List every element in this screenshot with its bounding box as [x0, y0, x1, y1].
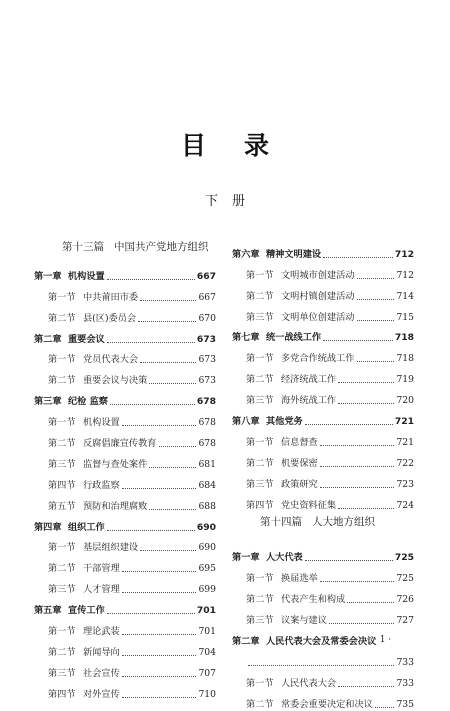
entry-page: 667	[196, 270, 216, 282]
entry-number: 第一节	[246, 436, 274, 448]
toc-section[interactable]	[34, 304, 216, 325]
toc-section[interactable]	[34, 429, 216, 450]
toc-section[interactable]	[232, 491, 414, 512]
toc-section[interactable]	[232, 261, 414, 282]
toc-section[interactable]	[34, 680, 216, 701]
entry-title: 机构设置	[83, 417, 120, 429]
leader-dots	[140, 300, 196, 301]
entry-title: 代表产生和构成	[281, 594, 346, 606]
entry-page: 722	[396, 457, 414, 469]
entry-number: 第三节	[246, 395, 274, 407]
part-number: 第十四篇	[260, 515, 302, 528]
toc-section[interactable]	[232, 303, 414, 324]
entry-page: 715	[396, 311, 414, 323]
entry-number: 第三节	[48, 667, 76, 679]
entry-number: 第七章	[232, 332, 260, 344]
toc-chapter[interactable]	[232, 407, 414, 428]
entry-number: 第一章	[34, 270, 62, 282]
entry-title: 组织工作	[68, 521, 105, 533]
entry-page: 721	[396, 436, 414, 448]
page-number: · 1 ·	[374, 635, 392, 645]
leader-dots	[320, 445, 395, 446]
toc-section[interactable]	[232, 386, 414, 407]
leader-dots	[140, 550, 196, 551]
leader-dots	[357, 320, 395, 321]
toc-section[interactable]	[232, 428, 414, 449]
leader-dots	[357, 361, 395, 362]
entry-title: 人民代表大会	[281, 677, 337, 689]
part-heading	[232, 512, 414, 544]
entry-number: 第四节	[48, 688, 76, 700]
entry-number: 第三节	[246, 478, 274, 490]
leader-dots	[347, 602, 394, 603]
entry-page: 719	[396, 374, 414, 386]
entry-number: 第二节	[48, 646, 76, 658]
entry-title: 其他党务	[266, 416, 303, 428]
entry-title: 文明单位创建活动	[281, 311, 355, 323]
entry-page: 678	[198, 438, 216, 450]
entry-page: 699	[198, 584, 216, 596]
entry-page: 723	[396, 478, 414, 490]
leader-dots	[357, 278, 395, 279]
toc-chapter[interactable]	[34, 262, 216, 283]
leader-dots	[107, 530, 195, 531]
entry-title: 预防和治理腐败	[83, 500, 148, 512]
entry-page: 727	[396, 615, 414, 627]
entry-number: 第三章	[34, 396, 62, 408]
entry-title: 政策研究	[281, 478, 318, 490]
entry-number: 第一节	[246, 677, 274, 689]
toc-entry-continuation	[232, 648, 414, 669]
entry-page: 718	[394, 332, 414, 344]
entry-page: 678	[198, 417, 216, 429]
entry-number: 第二章	[232, 636, 260, 648]
entry-title: 人民代表大会及常委会决议	[266, 636, 377, 648]
leader-dots	[149, 509, 196, 510]
entry-page: 701	[198, 626, 216, 638]
toc-section[interactable]	[34, 366, 216, 387]
leader-dots	[149, 383, 196, 384]
entry-number: 第三节	[246, 311, 274, 323]
entry-number: 第五章	[34, 605, 62, 617]
entry-page: 701	[196, 605, 216, 617]
entry-number: 第二节	[48, 438, 76, 450]
entry-number: 第三节	[48, 584, 76, 596]
leader-dots	[320, 581, 395, 582]
leader-dots	[140, 362, 196, 363]
entry-number: 第二节	[246, 290, 274, 302]
entry-title: 精神文明建设	[266, 248, 322, 260]
entry-page: 721	[394, 416, 414, 428]
entry-title: 党员代表大会	[83, 354, 139, 366]
entry-page: 733	[396, 656, 414, 668]
entry-title: 宣传工作	[68, 605, 105, 617]
entry-page: 667	[198, 291, 216, 303]
entry-page: 726	[396, 594, 414, 606]
leader-dots	[248, 665, 394, 666]
volume-subtitle: 下册	[204, 194, 259, 209]
entry-page: 678	[196, 396, 216, 408]
entry-title: 重要会议与决策	[83, 375, 148, 387]
toc-section[interactable]	[34, 492, 216, 513]
entry-page: 684	[198, 479, 216, 491]
entry-page: 714	[396, 290, 414, 302]
entry-number: 第一节	[48, 542, 76, 554]
toc-left-column	[34, 240, 216, 701]
entry-number: 第二节	[48, 563, 76, 575]
entry-title: 机要保密	[281, 457, 318, 469]
entry-title: 理论武装	[83, 626, 120, 638]
entry-number: 第三节	[246, 615, 274, 627]
entry-page: 681	[198, 458, 216, 470]
entry-title: 人大代表	[266, 552, 303, 564]
entry-number: 第二节	[246, 698, 274, 710]
leader-dots	[122, 571, 197, 572]
leader-dots	[338, 686, 394, 687]
entry-page: 724	[396, 499, 414, 511]
entry-number: 第三节	[48, 458, 76, 470]
entry-number: 第五节	[48, 500, 76, 512]
entry-number: 第一节	[246, 269, 274, 281]
entry-number: 第一节	[48, 354, 76, 366]
leader-dots	[338, 403, 394, 404]
entry-title: 行政监察	[83, 479, 120, 491]
toc-section[interactable]	[34, 408, 216, 429]
toc-section[interactable]	[232, 690, 414, 711]
entry-title: 基层组织建设	[83, 542, 139, 554]
entry-page: 712	[394, 248, 414, 260]
toc-section[interactable]	[34, 659, 216, 680]
entry-title: 社会宣传	[83, 667, 120, 679]
entry-title: 重要会议	[68, 333, 105, 345]
leader-dots	[305, 560, 393, 561]
toc-section[interactable]	[34, 471, 216, 492]
toc-section[interactable]	[34, 617, 216, 638]
entry-number: 第一节	[246, 353, 274, 365]
toc-section[interactable]	[232, 669, 414, 690]
entry-title: 对外宣传	[83, 688, 120, 700]
toc-section[interactable]	[232, 470, 414, 491]
page-title: 目录	[180, 131, 307, 160]
toc-section[interactable]	[232, 564, 414, 585]
toc-section[interactable]	[34, 534, 216, 555]
entry-title: 议案与建议	[281, 615, 327, 627]
entry-title: 经济统战工作	[281, 374, 337, 386]
entry-title: 多党合作统战工作	[281, 353, 355, 365]
entry-title: 信息督查	[281, 436, 318, 448]
part-heading	[34, 240, 216, 262]
entry-page: 735	[396, 698, 414, 710]
leader-dots	[110, 404, 195, 405]
entry-title: 文明村镇创建活动	[281, 290, 355, 302]
entry-number: 第一节	[48, 291, 76, 303]
entry-title: 人才管理	[83, 584, 120, 596]
entry-title: 文明城市创建活动	[281, 269, 355, 281]
entry-page: 704	[198, 646, 216, 658]
entry-title: 海外统战工作	[281, 395, 337, 407]
entry-number: 第一节	[246, 573, 274, 585]
entry-page: 670	[198, 312, 216, 324]
leader-dots	[138, 321, 196, 322]
entry-title: 干部管理	[83, 563, 120, 575]
leader-dots	[107, 613, 195, 614]
toc-chapter[interactable]	[34, 596, 216, 617]
entry-page: 673	[196, 333, 216, 345]
leader-dots	[323, 257, 393, 258]
entry-title: 反腐倡廉宣传教育	[83, 438, 157, 450]
entry-number: 第二节	[246, 374, 274, 386]
leader-dots	[338, 382, 394, 383]
entry-title: 机构设置	[68, 270, 105, 282]
toc-section[interactable]	[232, 606, 414, 627]
toc-chapter[interactable]	[232, 324, 414, 345]
entry-number: 第二节	[246, 594, 274, 606]
leader-dots	[320, 466, 395, 467]
leader-dots	[338, 508, 394, 509]
entry-number: 第二节	[48, 375, 76, 387]
entry-page: 712	[396, 269, 414, 281]
entry-title: 党史资料征集	[281, 499, 337, 511]
entry-title: 县(区)委员会	[83, 312, 137, 324]
entry-page: 710	[198, 688, 216, 700]
leader-dots	[159, 446, 197, 447]
leader-dots	[357, 299, 395, 300]
leader-dots	[122, 592, 197, 593]
entry-number: 第二节	[48, 312, 76, 324]
leader-dots	[122, 425, 197, 426]
entry-title: 监督与查处案件	[83, 458, 148, 470]
toc-section[interactable]	[232, 365, 414, 386]
part-title: 人大地方组织	[312, 515, 375, 528]
entry-number: 第一节	[48, 626, 76, 638]
toc-section[interactable]	[34, 575, 216, 596]
entry-title: 换届选举	[281, 573, 318, 585]
entry-page: 720	[396, 395, 414, 407]
entry-number: 第二节	[246, 457, 274, 469]
entry-number: 第八章	[232, 416, 260, 428]
leader-dots	[305, 424, 393, 425]
entry-number: 第四节	[246, 499, 274, 511]
toc-chapter[interactable]	[34, 387, 216, 408]
toc-chapter[interactable]	[232, 544, 414, 565]
entry-number: 第一章	[232, 552, 260, 564]
entry-number: 第六章	[232, 248, 260, 260]
entry-page: 725	[396, 573, 414, 585]
entry-number: 第一节	[48, 417, 76, 429]
leader-dots	[320, 487, 395, 488]
leader-dots	[122, 634, 197, 635]
leader-dots	[107, 279, 195, 280]
entry-page: 725	[394, 552, 414, 564]
part-number: 第十三篇	[62, 241, 104, 253]
entry-number: 第四章	[34, 521, 62, 533]
toc-section[interactable]	[34, 450, 216, 471]
entry-page: 707	[198, 667, 216, 679]
entry-page: 718	[396, 353, 414, 365]
toc-chapter[interactable]	[232, 240, 414, 261]
entry-title: 中共莆田市委	[83, 291, 139, 303]
entry-number: 第二章	[34, 333, 62, 345]
leader-dots	[122, 676, 197, 677]
entry-page: 673	[198, 354, 216, 366]
entry-page: 695	[198, 563, 216, 575]
entry-page: 690	[196, 521, 216, 533]
toc-section[interactable]	[232, 344, 414, 365]
toc-section[interactable]	[34, 554, 216, 575]
toc-chapter[interactable]	[34, 325, 216, 346]
entry-page: 690	[198, 542, 216, 554]
leader-dots	[323, 340, 393, 341]
leader-dots	[107, 342, 195, 343]
leader-dots	[375, 707, 395, 708]
leader-dots	[122, 697, 197, 698]
toc-section[interactable]	[34, 283, 216, 304]
part-title: 中国共产党地方组织	[114, 241, 209, 253]
entry-title: 纪检 监察	[68, 396, 108, 408]
leader-dots	[329, 623, 395, 624]
leader-dots	[122, 488, 197, 489]
entry-number: 第四节	[48, 479, 76, 491]
entry-title: 常委会重要决定和决议	[281, 698, 373, 710]
toc-section[interactable]	[232, 449, 414, 470]
entry-page: 673	[198, 375, 216, 387]
entry-title: 统一战线工作	[266, 332, 322, 344]
toc-section[interactable]	[34, 346, 216, 367]
toc-section[interactable]	[232, 282, 414, 303]
entry-page: 688	[198, 500, 216, 512]
toc-chapter[interactable]	[34, 513, 216, 534]
toc-section[interactable]	[232, 585, 414, 606]
leader-dots	[149, 467, 196, 468]
entry-title: 新闻导向	[83, 646, 120, 658]
entry-page: 733	[396, 677, 414, 689]
